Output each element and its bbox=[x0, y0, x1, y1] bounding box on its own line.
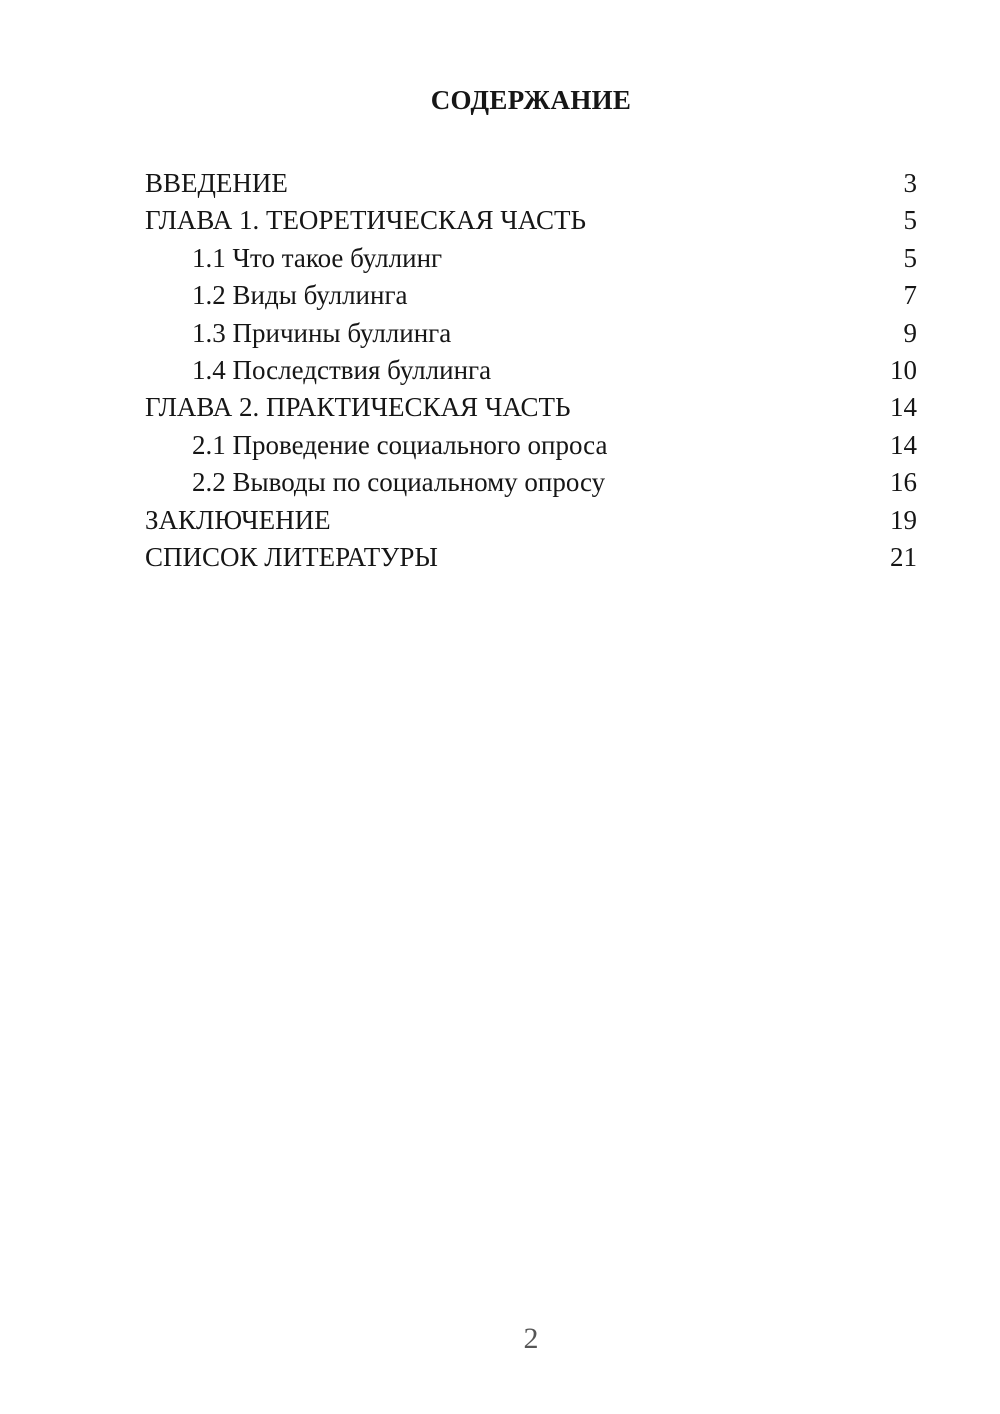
toc-entry-page-number: 3 bbox=[903, 168, 917, 198]
toc-entry-page-number: 21 bbox=[890, 542, 917, 573]
toc-row bbox=[145, 389, 917, 426]
toc-entry-label: 2.1 Проведение социального опроса bbox=[192, 429, 608, 460]
toc-entry-page-number: 5 bbox=[903, 205, 917, 236]
toc-entry-label: 1.2 Виды буллинга bbox=[192, 280, 408, 311]
toc-entry-page-number: 16 bbox=[890, 467, 917, 498]
toc-entry-label: 1.3 Причины буллинга bbox=[192, 317, 452, 348]
toc-row bbox=[145, 202, 917, 239]
toc-row bbox=[145, 427, 917, 464]
toc-entry-label: ГЛАВА 1. ТЕОРЕТИЧЕСКАЯ ЧАСТЬ bbox=[145, 205, 586, 236]
toc-entry-label: 1.4 Последствия буллинга bbox=[192, 355, 492, 386]
toc-entry-page-number: 7 bbox=[903, 280, 917, 311]
toc-row bbox=[145, 165, 917, 202]
toc-row bbox=[145, 240, 917, 277]
toc-list bbox=[145, 165, 917, 576]
toc-row bbox=[145, 464, 917, 501]
toc-entry-label: СПИСОК ЛИТЕРАТУРЫ bbox=[145, 542, 438, 573]
toc-row bbox=[145, 315, 917, 352]
toc-row bbox=[145, 277, 917, 314]
toc-row bbox=[145, 539, 917, 576]
toc-entry-page-number: 14 bbox=[890, 429, 917, 460]
toc-entry-label: ГЛАВА 2. ПРАКТИЧЕСКАЯ ЧАСТЬ bbox=[145, 392, 571, 423]
toc-entry-page-number: 5 bbox=[903, 242, 917, 273]
toc-row bbox=[145, 502, 917, 539]
page-content bbox=[145, 0, 917, 576]
toc-entry-page-number: 14 bbox=[890, 392, 917, 423]
toc-entry-page-number: 19 bbox=[890, 504, 917, 535]
footer-page-number: 2 bbox=[523, 1322, 539, 1355]
toc-entry-page-number: 9 bbox=[903, 317, 917, 348]
toc-entry-label: 2.2 Выводы по социальному опросу bbox=[192, 467, 606, 498]
toc-entry-label: ВВЕДЕНИЕ bbox=[145, 168, 288, 198]
toc-entry-label: 1.1 Что такое буллинг bbox=[192, 242, 443, 273]
toc-row bbox=[145, 352, 917, 389]
page-title: СОДЕРЖАНИЕ bbox=[430, 85, 632, 115]
toc-entry-label: ЗАКЛЮЧЕНИЕ bbox=[145, 504, 331, 535]
toc-entry-page-number: 10 bbox=[890, 355, 917, 386]
